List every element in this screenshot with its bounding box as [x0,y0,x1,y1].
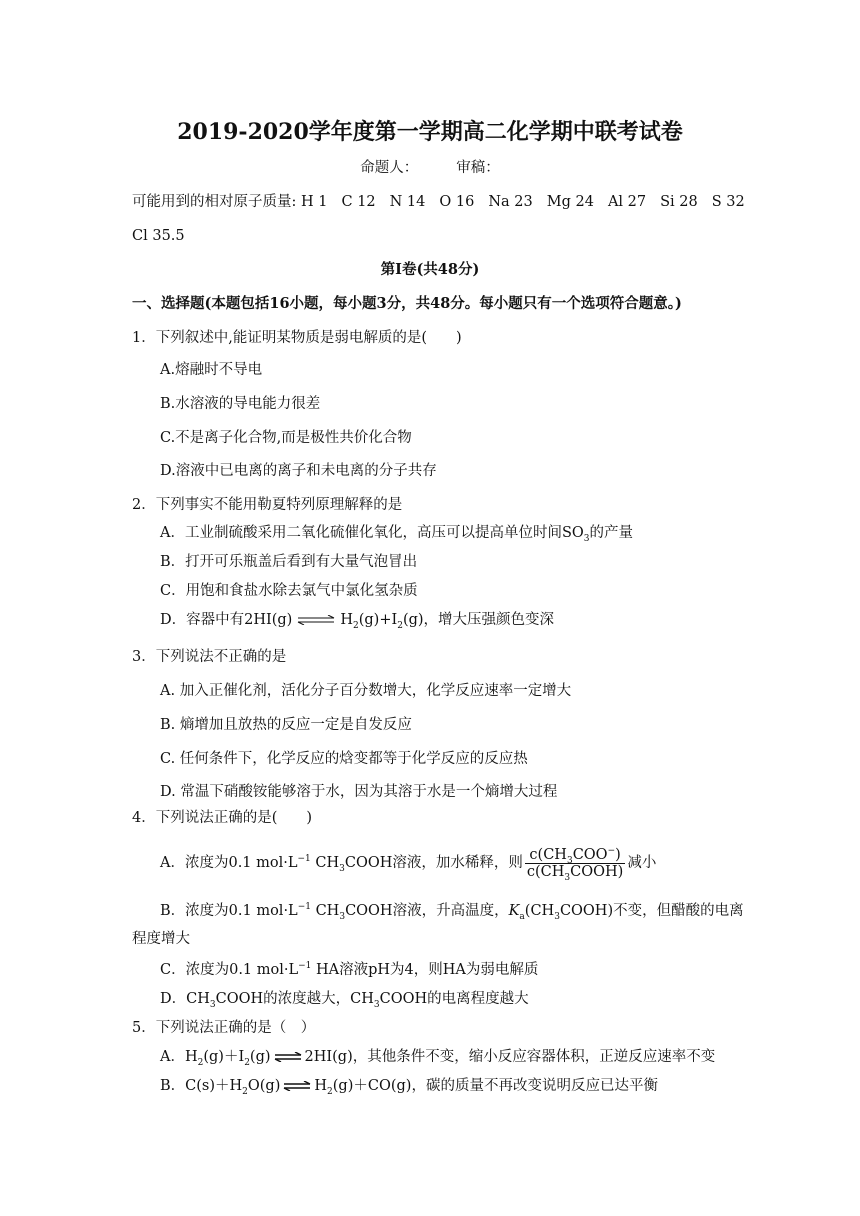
atomic-mass-last: Cl 35.5 [132,228,185,244]
question-3-option-d: D. 常温下硝酸铵能够溶于水，因为其溶于水是一个熵增大过程 [160,784,558,800]
question-4-option-b-continued: 程度增大 [132,931,190,947]
question-1-stem: 1．下列叙述中,能证明某物质是弱电解质的是( ) [132,330,462,346]
equilibrium-arrow-icon [294,615,338,625]
equilibrium-arrow-icon [273,1052,303,1062]
question-4-option-b: B．浓度为0.1 $mol\cdot L^{-1}$ $CH_3COOH$溶液，升高温度，$K_a(CH_3COOH)$不变，但醋酸的电离 [160,902,744,922]
question-5-option-a: A．$H_2(g)+I_2(g)$ 2HI(g)，其他条件不变，缩小反应容器体积，正逆反应速率不变 [160,1049,716,1068]
question-2-option-c: C．用饱和食盐水除去氯气中氯化氢杂质 [160,583,418,599]
atomic-mass-item: C 12 [341,194,376,210]
part-title: 第Ⅰ卷(共48分) [380,261,480,278]
atomic-mass-item: H 1 [301,194,328,210]
question-1-option-a: A.熔融时不导电 [160,362,263,378]
atomic-mass-item: N 14 [389,194,426,210]
equilibrium-arrow-icon [282,1081,312,1091]
atomic-mass-item: O 16 [439,194,475,210]
section-title: 一、选择题(本题包括16小题，每小题3分，共48分。每小题只有一个选项符合题意。) [132,295,682,312]
question-3-stem: 3．下列说法不正确的是 [132,649,287,665]
question-2-option-d: D．容器中有2HI(g) $H_2(g)+I_2(g)$，增大压强颜色变深 [160,612,555,631]
question-1-option-c: C.不是离子化合物,而是极性共价化合物 [160,430,412,446]
atomic-mass-item: Si 28 [660,194,698,210]
atomic-mass-prefix: 可能用到的相对原子质量: [132,194,297,210]
question-4-option-c: C．浓度为0.1 $mol\cdot L^{-1}$ HA溶液pH为4，则HA为弱电解质 [160,961,539,978]
question-4-option-d: D．$CH_3COOH$的浓度越大，$CH_3COOH$的电离程度越大 [160,991,529,1010]
question-2-option-a: A．工业制硫酸采用二氧化硫催化氧化，高压可以提高单位时间$SO_3$的产量 [160,525,634,544]
question-5-option-b: B．$C(s)+H_2O(g)$ $H_2(g)+CO(g)$，碳的质量不再改变说明反应已达平衡 [160,1078,658,1097]
question-3-option-c: C. 任何条件下，化学反应的焓变都等于化学反应的反应热 [160,751,528,767]
question-5-stem: 5．下列说法正确的是（ ） [132,1020,316,1036]
question-2-option-b: B．打开可乐瓶盖后看到有大量气泡冒出 [160,554,418,570]
question-3-option-a: A. 加入正催化剂，活化分子百分数增大，化学反应速率一定增大 [160,683,572,699]
atomic-mass-item: S 32 [711,194,745,210]
question-4-option-a: A．浓度为0.1 $mol\cdot L^{-1}$ $CH_3COOH$溶液，加水稀释，则 $\frac{c(CH_3COO^-)}{c(CH_3COOH)}$ 减小 [160,845,657,883]
exam-title: 2019-2020学年度第一学期高二化学期中联考试卷 [177,119,683,145]
author-label: 命题人： [360,160,419,176]
question-1-option-d: D.溶液中已电离的离子和未电离的分子共存 [160,463,437,479]
atomic-mass-item: Na 23 [488,194,533,210]
author-line [0,158,860,178]
reviewer-label: 审稿： [456,160,500,176]
atomic-mass-item: Al 27 [607,194,647,210]
concentration-ratio-fraction: $\frac{c(CH_3COO^-)}{c(CH_3COOH)}$ [526,845,624,883]
atomic-mass-item: Mg 24 [546,194,594,210]
atomic-mass-line [132,192,745,212]
question-4-stem: 4．下列说法正确的是( ) [132,810,313,826]
question-2-stem: 2．下列事实不能用勒夏特列原理解释的是 [132,497,403,513]
question-1-option-b: B.水溶液的导电能力很差 [160,396,321,412]
question-3-option-b: B. 熵增加且放热的反应一定是自发反应 [160,717,412,733]
